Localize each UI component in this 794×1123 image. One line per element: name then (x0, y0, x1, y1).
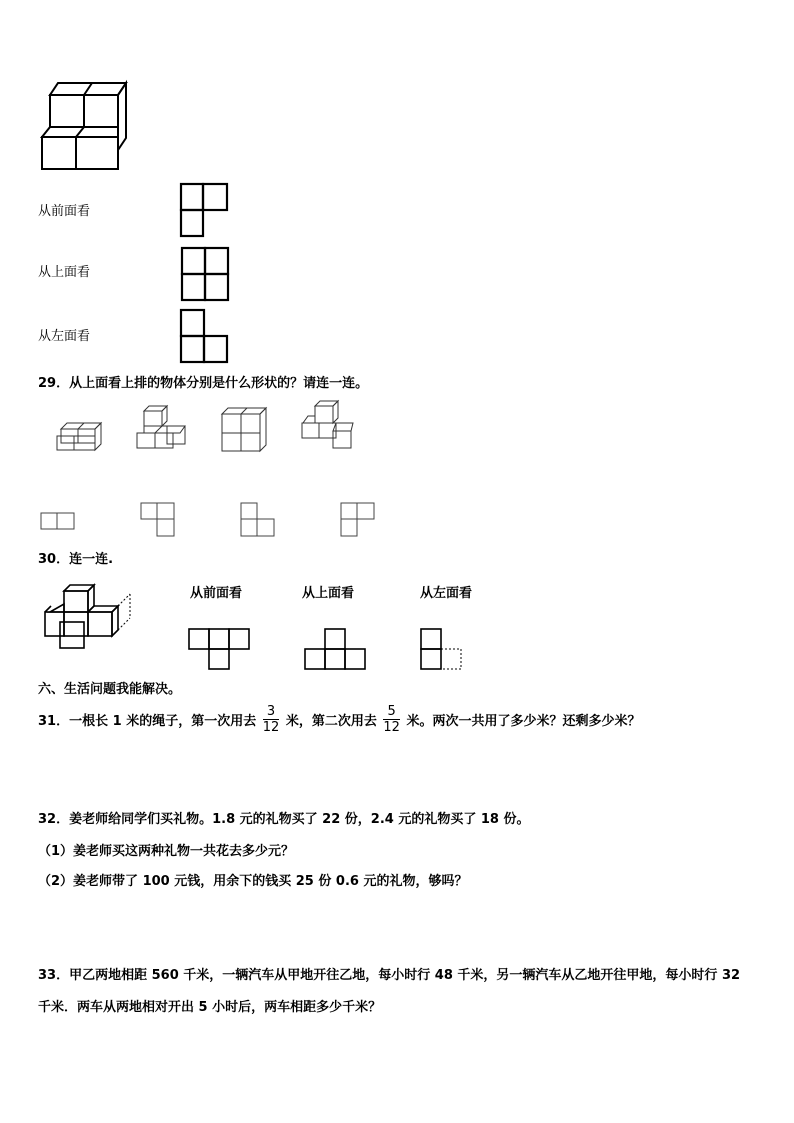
q30-top-view-label: 从上面看 (302, 586, 355, 601)
q30-front-view-label: 从前面看 (190, 586, 243, 601)
q31-prefix: 31．一根长 1 米的绳子，第一次用去 (38, 714, 257, 729)
q28-top-view-label: 从上面看 (38, 265, 91, 280)
q29-title: 29．从上面看上排的物体分别是什么形状的？请连一连。 (38, 376, 369, 391)
q31-middle: 米，第二次用去 (285, 714, 377, 729)
q28-front-view-shape (180, 183, 230, 238)
q30-view-shape-3 (420, 628, 466, 672)
q33-line-1: 33．甲乙两地相距 560 千米，一辆汽车从甲地开往乙地，每小时行 48 千米，另一辆汽车从乙地开往甲地，每小时行 32 (38, 968, 741, 983)
q32-sub-question-2: （2）姜老师带了 100 元钱，用余下的钱买 25 份 0.6 元的礼物，够吗？ (38, 874, 468, 889)
q29-solid-3 (220, 405, 270, 455)
section6-title: 六、生活问题我能解决。 (38, 682, 182, 697)
q31-fraction-2-numerator: 5 (383, 704, 400, 720)
q30-left-view-label: 从左面看 (420, 586, 473, 601)
q29-solid-2 (135, 403, 190, 455)
q31-question (38, 704, 640, 735)
q28-left-view-shape (180, 309, 230, 364)
q29-solid-4 (298, 398, 358, 454)
q31-fraction-1 (263, 704, 280, 735)
q31-fraction-1-denominator: 12 (262, 720, 280, 735)
q31-fraction-1-numerator: 3 (263, 704, 280, 720)
q28-front-view-label: 从前面看 (38, 204, 91, 219)
q28-top-view-shape (181, 247, 231, 302)
q29-view-a (40, 512, 76, 530)
q32-sub-question-1: （1）姜老师买这两种礼物一共花去多少元？ (38, 844, 295, 859)
q29-view-c (240, 502, 276, 538)
q28-cube-figure (38, 80, 138, 170)
q29-view-b (140, 502, 176, 538)
q29-solid-1 (55, 420, 105, 454)
q29-view-d (340, 502, 376, 538)
q30-view-shape-2 (304, 628, 368, 672)
q31-fraction-2 (383, 704, 400, 735)
q32-title: 32．姜老师给同学们买礼物。1.8 元的礼物买了 22 份，2.4 元的礼物买了 18 份。 (38, 812, 530, 827)
q30-solid (40, 582, 135, 652)
q28-left-view-label: 从左面看 (38, 329, 91, 344)
q31-suffix: 米。两次一共用了多少米？还剩多少米？ (406, 714, 641, 729)
q31-fraction-2-denominator: 12 (383, 720, 400, 735)
q30-view-shape-1 (188, 628, 252, 672)
q33-line-2: 千米．两车从两地相对开出 5 小时后，两车相距多少千米？ (38, 1000, 382, 1015)
q30-title: 30．连一连. (38, 552, 114, 567)
